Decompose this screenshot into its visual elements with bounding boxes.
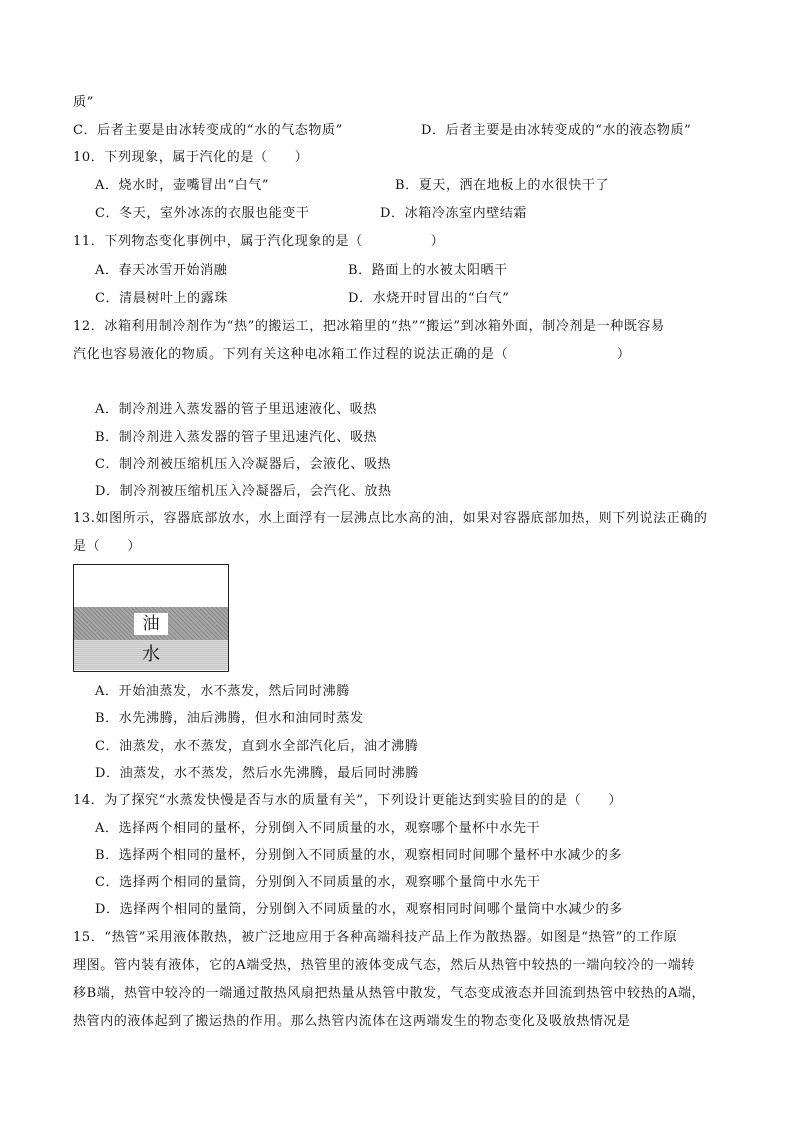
- water-layer: [74, 640, 228, 670]
- q12-option-d: D．制冷剂被压缩机压入冷凝器后，会汽化、放热: [95, 484, 392, 499]
- q15-text-line1: 15．“热管”采用液体散热，被广泛地应用于各种高端科技产品上作为散热器。如图是“热管”的工作原: [73, 930, 678, 945]
- oil-layer: [74, 607, 228, 641]
- q11-option-d: D．水烧开时冒出的“白气”: [348, 291, 510, 306]
- oil-label: 油: [134, 613, 168, 635]
- container-empty-space: [74, 565, 228, 608]
- q12-stem-line1: 12．冰箱利用制冷剂作为“热”的搬运工，把冰箱里的“热”“搬运”到冰箱外面，制冷剂是一种既容易: [73, 319, 665, 334]
- q14-option-a: A．选择两个相同的量杯，分别倒入不同质量的水，观察哪个量杯中水先干: [95, 821, 541, 836]
- water-label: 水: [142, 644, 160, 665]
- q13-stem-line1: 13.如图所示，容器底部放水，水上面浮有一层沸点比水高的油，如果对容器底部加热，则下列说法正确的: [73, 511, 708, 526]
- q14-option-c: C．选择两个相同的量筒，分别倒入不同质量的水，观察哪个量筒中水先干: [95, 875, 541, 890]
- q12-option-b: B．制冷剂进入蒸发器的管子里迅速汽化、吸热: [95, 430, 378, 445]
- q11-stem: 11．下列物态变化事例中，属于汽化现象的是（ ）: [73, 234, 445, 249]
- q11-option-b: B．路面上的水被太阳晒干: [348, 263, 508, 278]
- q10-option-b: B．夏天，洒在地板上的水很快干了: [395, 178, 610, 193]
- q10-option-a: A．烧水时，壶嘴冒出“白气”: [95, 178, 270, 193]
- q12-option-c: C．制冷剂被压缩机压入冷凝器后，会液化、吸热: [95, 457, 392, 472]
- q12-option-a: A．制冷剂进入蒸发器的管子里迅速液化、吸热: [95, 402, 377, 417]
- q15-text-line3: 移B端，热管中较冷的一端通过散热风扇把热量从热管中散发，气态变成液态并回流到热管中较热的A端，: [73, 986, 706, 1001]
- q11-option-c: C．清晨树叶上的露珠: [95, 291, 228, 306]
- q10-stem: 10．下列现象，属于汽化的是（ ）: [73, 150, 309, 165]
- q10-option-c: C．冬天，室外冰冻的衣服也能变干: [95, 206, 310, 221]
- q10-option-d: D．冰箱冷冻室内壁结霜: [380, 206, 528, 221]
- q13-stem-line2: 是（ ）: [73, 539, 142, 554]
- q12-stem-line2: 汽化也容易液化的物质。下列有关这种电冰箱工作过程的说法正确的是（ ）: [73, 347, 631, 362]
- q11-option-a: A．春天冰雪开始消融: [95, 263, 228, 278]
- q9-option-c: C．后者主要是由冰转变成的“水的气态物质”: [73, 123, 343, 138]
- q13-option-b: B．水先沸腾，油后沸腾，但水和油同时蒸发: [95, 711, 364, 726]
- q14-stem: 14．为了探究“水蒸发快慢是否与水的质量有关”，下列设计更能达到实验目的的是（ ）: [73, 793, 623, 808]
- q13-option-c: C．油蒸发，水不蒸发，直到水全部汽化后，油才沸腾: [95, 739, 419, 754]
- container-figure: [73, 564, 229, 672]
- q15-text-line2: 理图。管内装有液体，它的A端受热，热管里的液体变成气态，然后从热管中较热的一端向较冷的一端转: [73, 958, 695, 973]
- q13-option-d: D．油蒸发，水不蒸发，然后水先沸腾，最后同时沸腾: [95, 766, 419, 781]
- q14-option-b: B．选择两个相同的量杯，分别倒入不同质量的水，观察相同时间哪个量杯中水减少的多: [95, 848, 622, 863]
- q9-continuation-text: 质”: [73, 95, 94, 110]
- q9-option-d: D．后者主要是由冰转变成的“水的液态物质”: [421, 123, 692, 138]
- q15-text-line4: 热管内的液体起到了搬运热的作用。那么热管内流体在这两端发生的物态变化及吸放热情况是: [73, 1014, 631, 1029]
- q13-option-a: A．开始油蒸发，水不蒸发，然后同时沸腾: [95, 684, 350, 699]
- q14-option-d: D．选择两个相同的量筒，分别倒入不同质量的水，观察相同时间哪个量筒中水减少的多: [95, 902, 623, 917]
